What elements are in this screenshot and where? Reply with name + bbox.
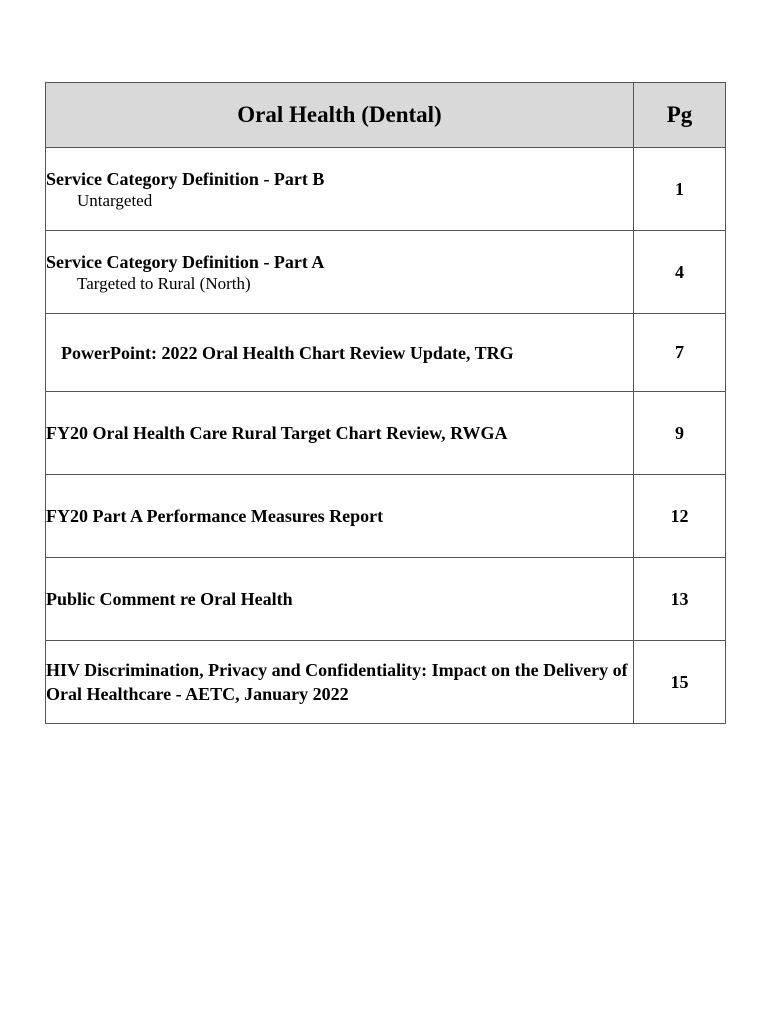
- table-row: [46, 641, 726, 724]
- entry-page: 13: [634, 558, 726, 641]
- entry-title: HIV Discrimination, Privacy and Confidentiality: Impact on the Delivery of Oral Healthcare - AETC, January 2022: [46, 660, 628, 704]
- entry-page: 12: [634, 475, 726, 558]
- header-page: Pg: [634, 83, 726, 148]
- header-title: Oral Health (Dental): [46, 83, 634, 148]
- table-row: [46, 148, 726, 231]
- entry-page: 9: [634, 392, 726, 475]
- entry-cell: [46, 392, 634, 475]
- table-row: [46, 558, 726, 641]
- entry-cell: [46, 148, 634, 231]
- table-row: [46, 231, 726, 314]
- header-row: [46, 83, 726, 148]
- entry-cell: [46, 314, 634, 392]
- table-row: [46, 475, 726, 558]
- table-of-contents: [45, 82, 726, 724]
- entry-title: Service Category Definition - Part A: [46, 252, 325, 272]
- entry-cell: [46, 475, 634, 558]
- entry-cell: [46, 558, 634, 641]
- table-row: [46, 314, 726, 392]
- entry-page: 4: [634, 231, 726, 314]
- entry-page: 1: [634, 148, 726, 231]
- entry-title: FY20 Oral Health Care Rural Target Chart Review, RWGA: [46, 423, 508, 443]
- entry-title: PowerPoint: 2022 Oral Health Chart Review Update, TRG: [61, 342, 514, 363]
- entry-page: 7: [634, 314, 726, 392]
- entry-cell: [46, 231, 634, 314]
- entry-title: Public Comment re Oral Health: [46, 589, 293, 609]
- entry-page: 15: [634, 641, 726, 724]
- table-row: [46, 392, 726, 475]
- entry-subtitle: Targeted to Rural (North): [77, 274, 251, 293]
- entry-subtitle: Untargeted: [77, 191, 153, 210]
- entry-cell: [46, 641, 634, 724]
- entry-title: FY20 Part A Performance Measures Report: [46, 506, 384, 526]
- entry-title: Service Category Definition - Part B: [46, 169, 325, 189]
